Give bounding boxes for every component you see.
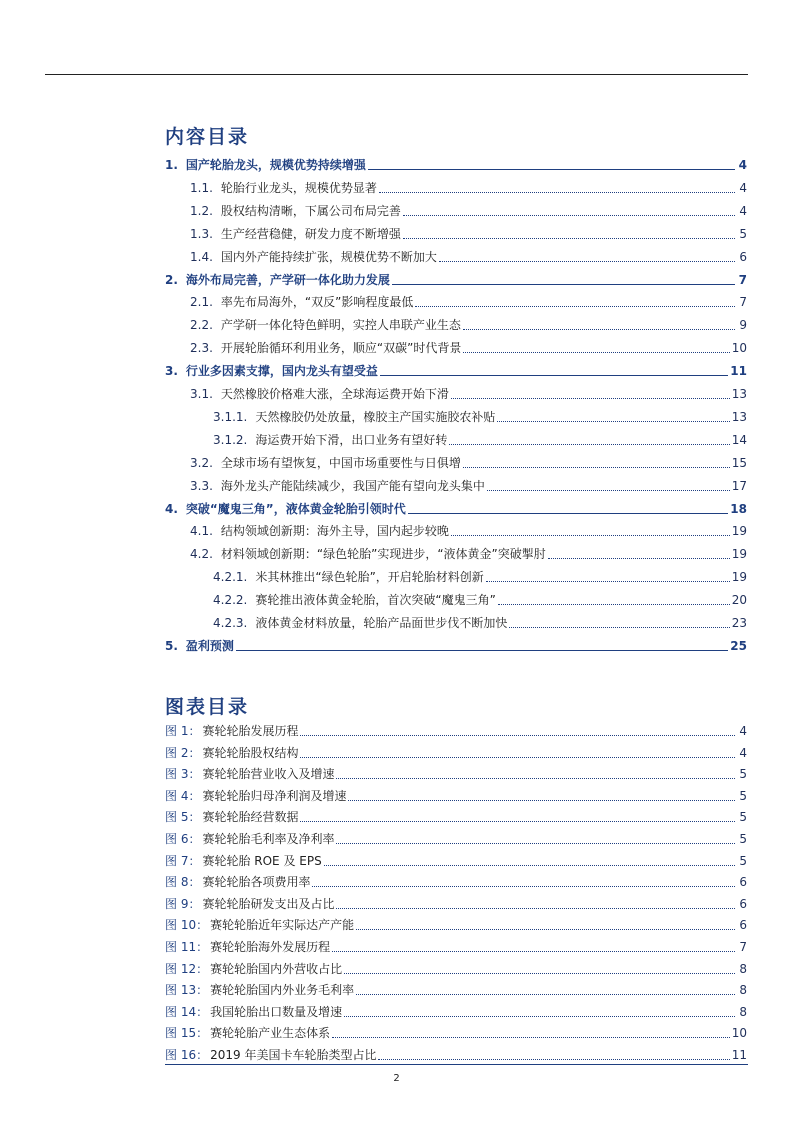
figure-entry-number: 图 4： — [165, 788, 201, 803]
figures-title: 图表目录 — [165, 696, 250, 718]
toc-entry[interactable] — [0, 359, 793, 379]
figure-entry-number: 图 2： — [165, 745, 201, 760]
toc-entry-text: 全球市场有望恢复，中国市场重要性与日俱增 — [220, 455, 461, 470]
toc-entry[interactable] — [0, 634, 793, 654]
toc-entry-text: 国内外产能持续扩张，规模优势不断加大 — [220, 249, 437, 264]
toc-entry-number: 1.4. — [190, 249, 213, 264]
toc-entry-number: 4.2.3. — [213, 616, 248, 630]
toc-entry-page: 10 — [731, 341, 747, 356]
toc-entry-text: 产学研一体化特色鲜明，实控人串联产业生态 — [220, 318, 461, 333]
figure-entry-number: 图 16： — [165, 1048, 209, 1062]
figure-entry[interactable] — [0, 913, 793, 933]
toc-entry[interactable] — [0, 611, 793, 631]
toc-entry-text: 轮胎行业龙头，规模优势显著 — [220, 180, 377, 195]
figure-entry-leader — [356, 993, 735, 995]
toc-entry-page: 7 — [739, 295, 747, 310]
toc-entry-number: 1.1. — [190, 180, 213, 195]
toc-entry-text: 生产经营稳健，研发力度不断增强 — [220, 226, 401, 241]
toc-entry-leader — [403, 214, 735, 216]
toc-entry-text: 材料领域创新期：“绿色轮胎”实现进步，“液体黄金”突破掣肘 — [220, 547, 546, 562]
figure-entry-text: 赛轮轮胎研发支出及占比 — [202, 896, 335, 911]
toc-entry-leader — [451, 534, 730, 536]
toc-entry-text: 结构领域创新期：海外主导，国内起步较晚 — [220, 524, 449, 539]
toc-entry-leader — [449, 443, 729, 445]
toc-entry-text: 股权结构清晰，下属公司布局完善 — [220, 203, 401, 218]
toc-entry[interactable] — [0, 222, 793, 242]
toc-entry[interactable] — [0, 382, 793, 402]
toc-entry-number: 3. — [165, 364, 178, 379]
figure-entry[interactable] — [0, 957, 793, 977]
figure-entry-page: 5 — [739, 810, 747, 825]
figure-entry-page: 11 — [731, 1048, 747, 1062]
toc-entry-page: 9 — [739, 318, 747, 333]
toc-entry-leader — [439, 260, 735, 262]
toc-entry-page: 4 — [739, 203, 747, 218]
figure-entry-leader — [324, 864, 735, 866]
figure-entry-leader — [300, 734, 735, 736]
header-rule — [45, 74, 748, 75]
toc-entry-leader — [392, 283, 735, 285]
figure-entry-number: 图 3： — [165, 767, 201, 782]
toc-entry-text: 液体黄金材料放量，轮胎产品面世步伐不断加快 — [255, 616, 508, 630]
figure-entry-text: 赛轮轮胎归母净利润及增速 — [202, 788, 347, 803]
toc-entry-number: 1.2. — [190, 203, 213, 218]
toc-entry-number: 3.1. — [190, 387, 213, 401]
toc-entry-number: 1. — [165, 158, 178, 172]
toc-entry-number: 3.2. — [190, 455, 213, 470]
toc-entry-page: 15 — [731, 455, 747, 470]
figure-entry-leader — [344, 972, 735, 974]
figure-entry[interactable] — [0, 1021, 793, 1041]
toc-entry-text: 海外布局完善，产学研一体化助力发展 — [185, 272, 390, 287]
toc-entry-number: 5. — [165, 638, 178, 653]
figure-entry-leader — [312, 885, 735, 887]
toc-entry[interactable] — [0, 474, 793, 494]
toc-entry-number: 1.3. — [190, 226, 213, 241]
figure-entry-number: 图 14： — [165, 1004, 209, 1019]
figure-entry[interactable] — [0, 892, 793, 912]
figure-entry-number: 图 5： — [165, 810, 201, 825]
toc-entry-leader — [408, 512, 729, 514]
toc-entry-text: 海运费开始下滑，出口业务有望好转 — [255, 432, 448, 447]
figure-entry[interactable] — [0, 719, 793, 739]
toc-entry-number: 2.2. — [190, 318, 213, 333]
toc-entry-page: 4 — [738, 158, 747, 172]
toc-entry-leader — [380, 374, 728, 376]
toc-entry[interactable] — [0, 405, 793, 425]
toc-entry-leader — [548, 557, 730, 559]
toc-entry-number: 2.3. — [190, 341, 213, 356]
figure-entry[interactable] — [0, 762, 793, 782]
figure-entry-text: 赛轮轮胎国内外营收占比 — [210, 961, 343, 976]
figure-entry-page: 7 — [739, 940, 747, 954]
toc-entry-text: 开展轮胎循环利用业务，顺应“双碳”时代背景 — [220, 341, 462, 356]
toc-entry-number: 3.3. — [190, 478, 213, 493]
toc-entry-leader — [487, 489, 730, 491]
toc-entry-text: 盈利预测 — [185, 638, 234, 653]
figure-entry-leader — [336, 907, 735, 909]
figure-entry-text: 赛轮轮胎各项费用率 — [202, 875, 311, 890]
toc-entry-text: 天然橡胶价格难大涨，全球海运费开始下滑 — [220, 387, 449, 401]
figure-entry-page: 5 — [739, 788, 747, 803]
figure-entry-text: 我国轮胎出口数量及增速 — [210, 1004, 343, 1019]
toc-entry-leader — [451, 397, 730, 399]
figure-entry-text: 赛轮轮胎股权结构 — [202, 745, 299, 760]
figure-entry-leader — [344, 1015, 735, 1017]
toc-entry-page: 6 — [739, 249, 747, 264]
figure-entry-page: 8 — [739, 983, 747, 998]
toc-entry-leader — [463, 328, 735, 330]
figure-entry[interactable] — [0, 935, 793, 955]
toc-entry[interactable] — [0, 428, 793, 448]
figure-entry-page: 5 — [739, 853, 747, 868]
figure-entry[interactable] — [0, 805, 793, 825]
figure-entry-leader — [332, 1036, 730, 1038]
figure-entry-page: 8 — [739, 1004, 747, 1019]
figure-entry-number: 图 15： — [165, 1026, 209, 1041]
toc-entry-number: 4.1. — [190, 524, 213, 539]
toc-entry[interactable] — [0, 451, 793, 471]
toc-entry-leader — [463, 466, 730, 468]
toc-entry-text: 行业多因素支撑，国内龙头有望受益 — [185, 364, 378, 379]
figure-entry-text: 赛轮轮胎毛利率及净利率 — [202, 832, 335, 846]
toc-entry-number: 3.1.2. — [213, 432, 248, 447]
toc-entry[interactable] — [0, 497, 793, 517]
footer-rule — [165, 1064, 748, 1065]
toc-entry-number: 4. — [165, 501, 178, 516]
toc-entry-leader — [463, 351, 729, 353]
toc-entry-leader — [497, 420, 729, 422]
toc-entry[interactable] — [0, 336, 793, 356]
figure-entry-page: 5 — [739, 832, 747, 846]
figure-entry-text: 2019 年美国卡车轮胎类型占比 — [210, 1048, 377, 1062]
toc-entry-page: 13 — [731, 409, 747, 424]
page-number: 2 — [393, 1073, 400, 1084]
figure-entry-number: 图 7： — [165, 853, 201, 868]
toc-entry[interactable] — [0, 519, 793, 539]
toc-entry-page: 13 — [731, 387, 747, 401]
toc-entry-leader — [368, 168, 735, 170]
toc-entry-page: 5 — [739, 226, 747, 241]
figure-entry-text: 赛轮轮胎经营数据 — [202, 810, 299, 825]
toc-entry-page: 19 — [731, 570, 747, 585]
figure-entry-leader — [332, 950, 735, 952]
toc-entry-text: 海外龙头产能陆续减少，我国产能有望向龙头集中 — [220, 478, 485, 493]
toc-entry-page: 17 — [731, 478, 747, 493]
figure-entry-page: 8 — [739, 961, 747, 976]
figure-entry[interactable] — [0, 1043, 793, 1063]
toc-entry-page: 25 — [730, 638, 747, 653]
figure-entry-number: 图 1： — [165, 724, 201, 738]
toc-entry-text: 国产轮胎龙头，规模优势持续增强 — [185, 158, 366, 172]
toc-entry-text: 赛轮推出液体黄金轮胎，首次突破“魔鬼三角” — [255, 593, 496, 608]
figure-entry[interactable] — [0, 784, 793, 804]
figure-entry-number: 图 9： — [165, 896, 201, 911]
toc-entry-text: 天然橡胶仍处放量，橡胶主产国实施胶农补贴 — [255, 409, 496, 424]
toc-entry[interactable] — [0, 153, 793, 173]
figure-entry-text: 赛轮轮胎 ROE 及 EPS — [202, 853, 322, 868]
figure-entry-leader — [336, 842, 735, 844]
toc-entry-number: 2.1. — [190, 295, 213, 310]
toc-entry-page: 20 — [731, 593, 747, 608]
figure-entry-page: 5 — [739, 767, 747, 782]
figure-entry-number: 图 13： — [165, 983, 209, 998]
toc-title: 内容目录 — [165, 126, 250, 148]
figure-entry-leader — [356, 928, 735, 930]
figure-entry-page: 6 — [739, 896, 747, 911]
toc-entry[interactable] — [0, 290, 793, 310]
figure-entry-page: 4 — [739, 724, 747, 738]
figure-entry-number: 图 8： — [165, 875, 201, 890]
toc-entry-text: 率先布局海外，“双反”影响程度最低 — [220, 295, 414, 310]
figure-entry-leader — [300, 756, 735, 758]
toc-entry-number: 4.2. — [190, 547, 213, 562]
toc-entry[interactable] — [0, 176, 793, 196]
figure-entry-text: 赛轮轮胎营业收入及增速 — [202, 767, 335, 782]
toc-entry-text: 米其林推出“绿色轮胎”，开启轮胎材料创新 — [255, 570, 484, 585]
toc-entry-leader — [403, 237, 735, 239]
figure-entry-leader — [300, 820, 735, 822]
toc-entry-page: 23 — [731, 616, 747, 630]
figure-entry-text: 赛轮轮胎产业生态体系 — [210, 1026, 331, 1041]
figure-entry-text: 赛轮轮胎国内外业务毛利率 — [210, 983, 355, 998]
figure-entry-text: 赛轮轮胎海外发展历程 — [210, 940, 331, 954]
toc-entry-number: 2. — [165, 272, 178, 287]
toc-entry-leader — [486, 580, 730, 582]
toc-entry-leader — [379, 191, 735, 193]
toc-entry-number: 3.1.1. — [213, 409, 248, 424]
toc-entry-leader — [415, 305, 735, 307]
toc-entry-leader — [498, 603, 730, 605]
figure-entry-page: 6 — [739, 918, 747, 933]
figure-entry-number: 图 6： — [165, 832, 201, 846]
toc-entry[interactable] — [0, 245, 793, 265]
toc-entry[interactable] — [0, 199, 793, 219]
toc-entry-text: 突破“魔鬼三角”，液体黄金轮胎引领时代 — [185, 501, 406, 516]
toc-entry-page: 11 — [730, 364, 747, 379]
toc-entry-page: 18 — [730, 501, 747, 516]
figure-entry[interactable] — [0, 827, 793, 847]
figure-entry-number: 图 10： — [165, 918, 209, 933]
figure-entry-number: 图 11： — [165, 940, 209, 954]
toc-entry[interactable] — [0, 313, 793, 333]
figure-entry-leader — [348, 799, 735, 801]
toc-entry-page: 19 — [731, 524, 747, 539]
figure-entry-page: 6 — [739, 875, 747, 890]
figure-entry[interactable] — [0, 741, 793, 761]
toc-entry[interactable] — [0, 268, 793, 288]
figure-entry-page: 4 — [739, 745, 747, 760]
figure-entry-text: 赛轮轮胎发展历程 — [202, 724, 299, 738]
figure-entry-leader — [378, 1058, 729, 1060]
toc-entry-page: 19 — [731, 547, 747, 562]
toc-entry-page: 7 — [738, 272, 747, 287]
toc-entry-page: 4 — [739, 180, 747, 195]
figure-entry-number: 图 12： — [165, 961, 209, 976]
figure-entry-leader — [336, 777, 735, 779]
figure-entry[interactable] — [0, 849, 793, 869]
figure-entry[interactable] — [0, 870, 793, 890]
toc-entry[interactable] — [0, 565, 793, 585]
figure-entry-page: 10 — [731, 1026, 747, 1041]
figure-entry-text: 赛轮轮胎近年实际达产产能 — [210, 918, 355, 933]
toc-entry-number: 4.2.2. — [213, 593, 248, 608]
toc-entry-number: 4.2.1. — [213, 570, 248, 585]
figure-entry[interactable] — [0, 1000, 793, 1020]
toc-entry[interactable] — [0, 542, 793, 562]
toc-entry-leader — [509, 626, 729, 628]
toc-entry[interactable] — [0, 588, 793, 608]
figure-entry[interactable] — [0, 978, 793, 998]
toc-entry-page: 14 — [731, 432, 747, 447]
toc-entry-leader — [236, 649, 728, 651]
